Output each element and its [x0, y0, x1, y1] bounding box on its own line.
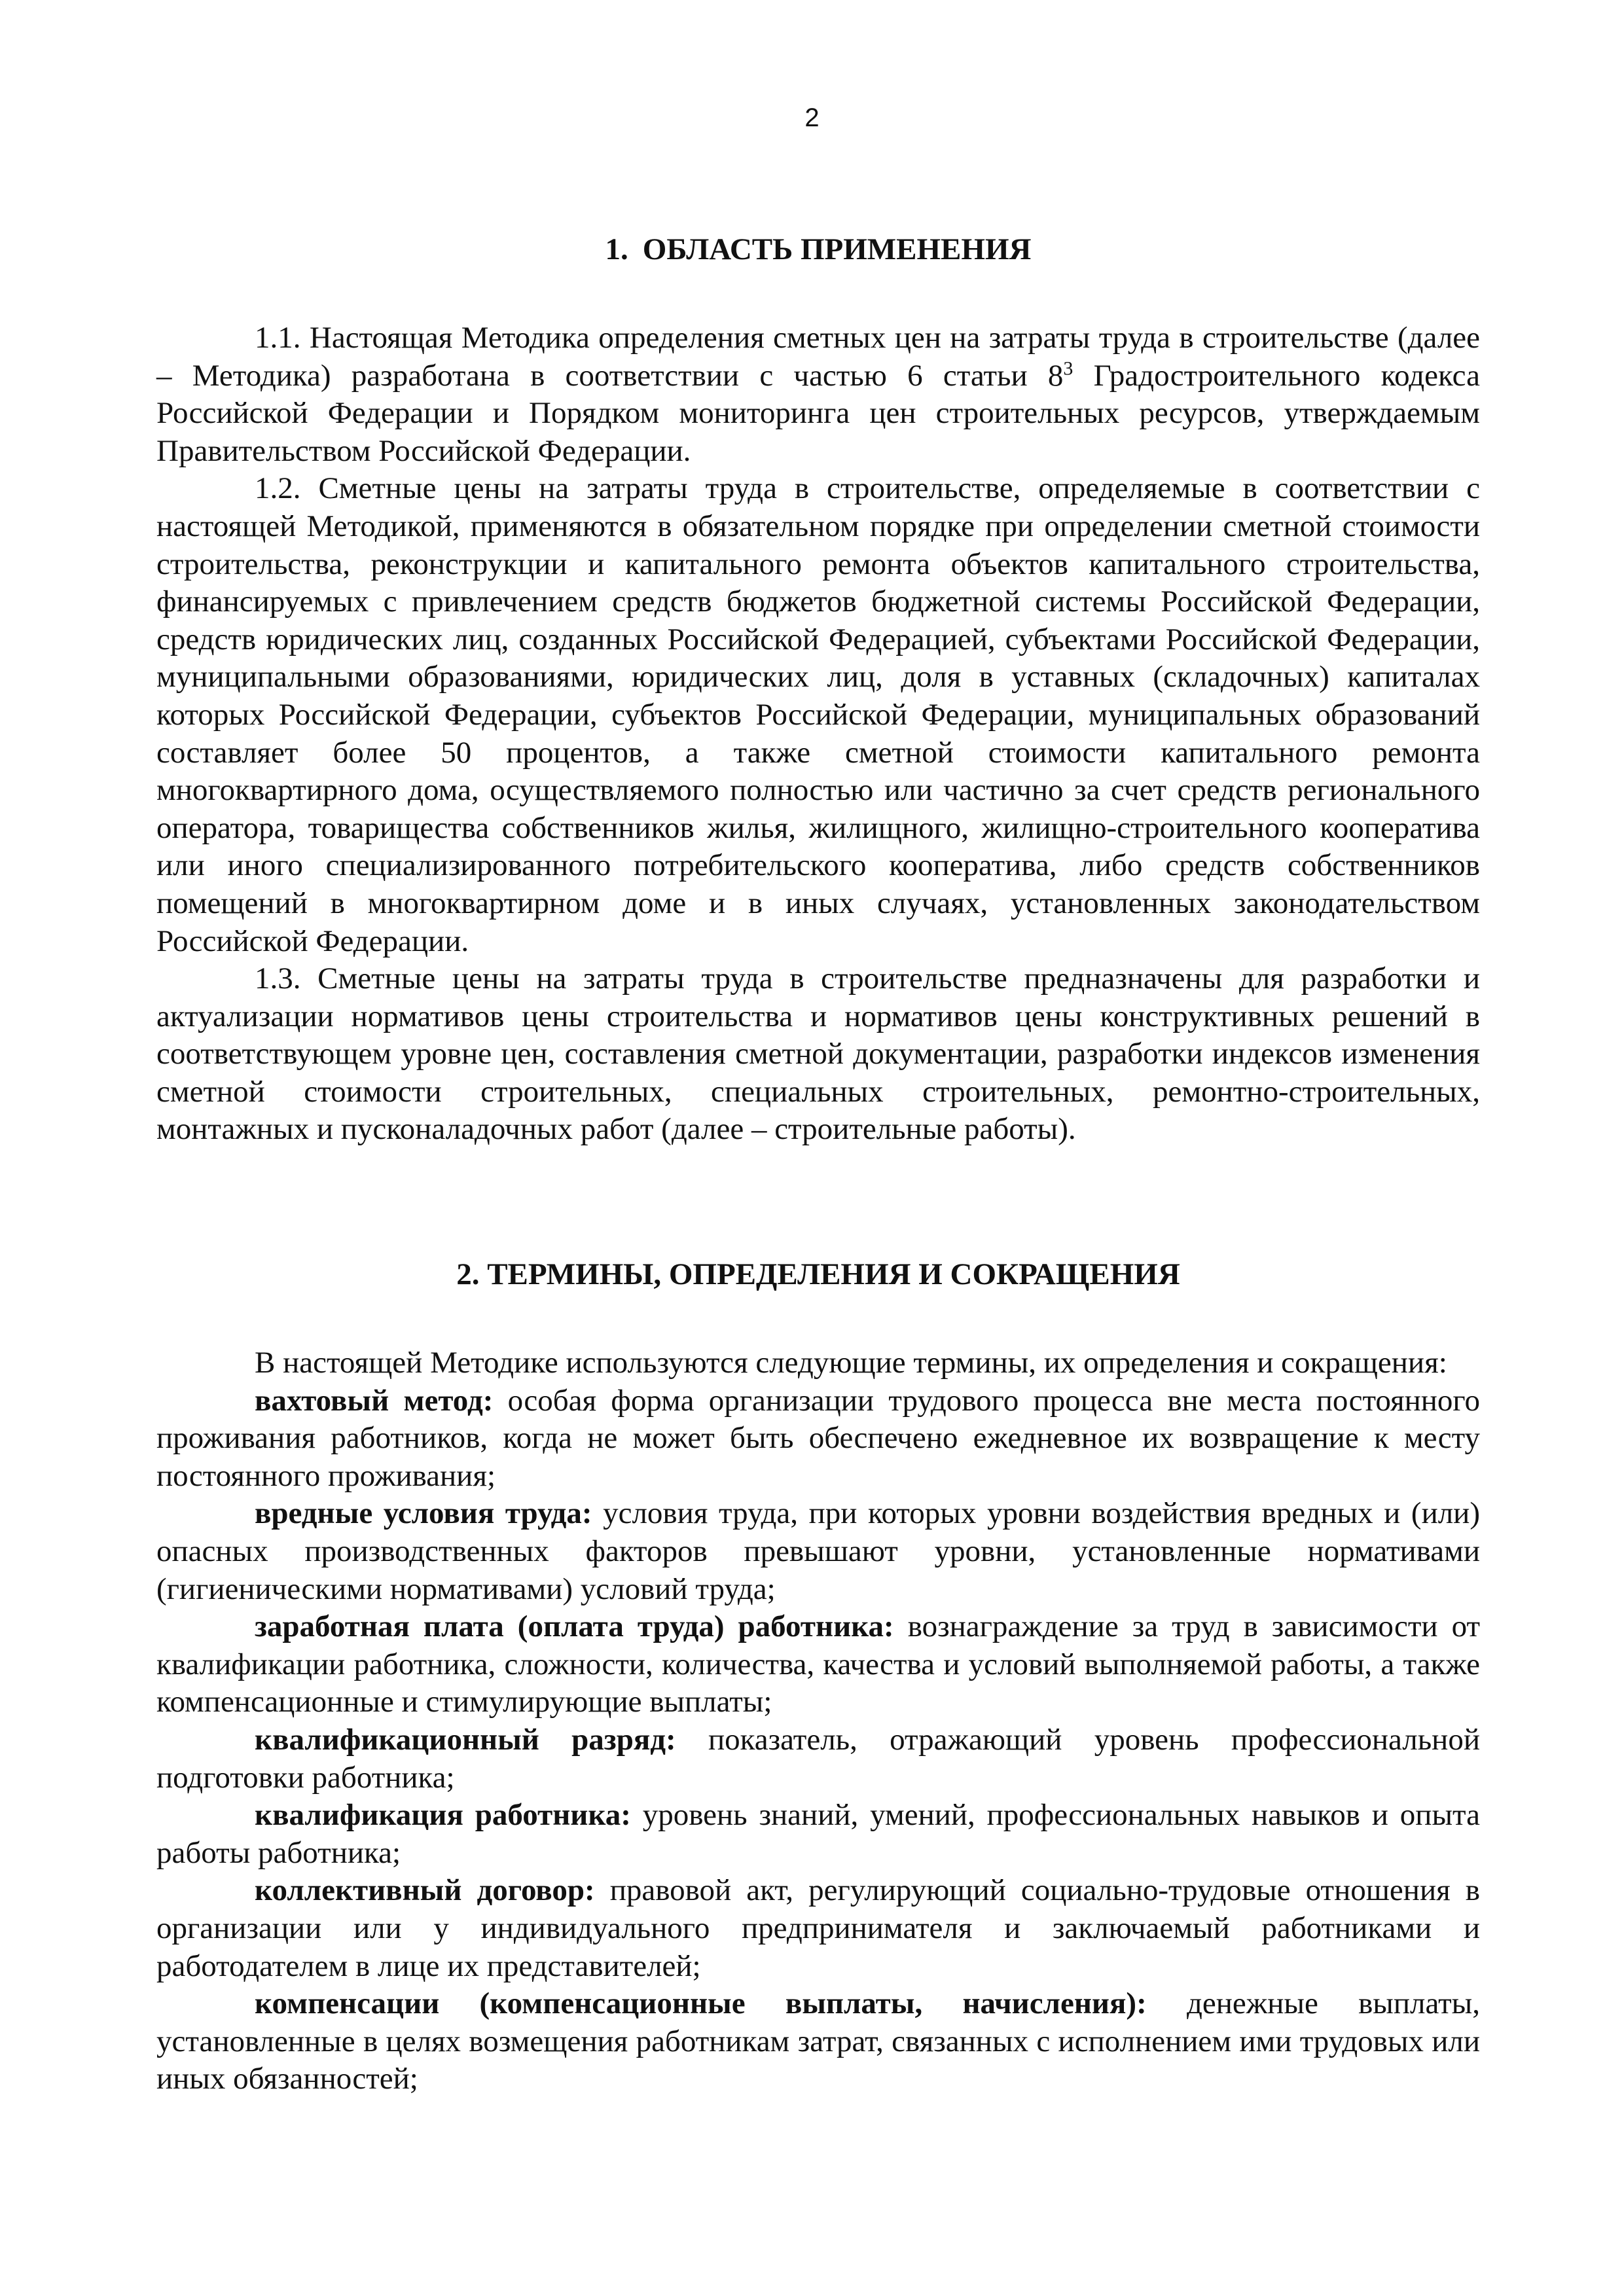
term-item: [156, 1608, 1480, 1721]
term-definition: условия труда, при которых уровни воздействия вредных и (или) опасных производственных факторов превышают уровни, установленные нормативами (гигиеническими нормативами) условий труда;: [156, 1496, 1480, 1606]
term-label: вахтовый метод:: [255, 1383, 494, 1418]
term-item: [156, 1797, 1480, 1872]
term-definition: показатель, отражающий уровень профессиональной подготовки работника;: [156, 1723, 1480, 1795]
term-item: [156, 1872, 1480, 1985]
article-superscript: 3: [1063, 357, 1074, 379]
paragraph-1-1: [156, 319, 1480, 470]
page-content: [156, 230, 1480, 2098]
term-label: коллективный договор:: [255, 1873, 595, 1908]
term-label: вредные условия труда:: [255, 1496, 592, 1531]
term-definition: денежные выплаты, установленные в целях возмещения работникам затрат, связанных с исполнением ими трудовых или иных обязанностей;: [156, 1986, 1480, 2096]
term-item: [156, 1985, 1480, 2098]
section-2-intro: В настоящей Методике используются следующие термины, их определения и сокращения:: [255, 1346, 1447, 1380]
section-1-number: 1.: [605, 232, 628, 266]
paragraph-1-1-text-b: Градостроительного кодекса Российской Федерации и Порядком мониторинга цен строительных ресурсов, утверждаемым Правительством Российской Федерации.: [156, 358, 1480, 468]
section-1-title: ОБЛАСТЬ ПРИМЕНЕНИЯ: [642, 232, 1032, 266]
term-label: заработная плата (оплата труда) работника:: [255, 1609, 894, 1644]
term-item: [156, 1382, 1480, 1496]
paragraph-1-2: 1.2. Сметные цены на затраты труда в строительстве, определяемые в соответствии с настоящей Методикой, применяются в обязательном порядке при определении сметной стоимости строительства, реконструкции и капитального ремонта объектов капитального строительства, финансируемых с привлечением средств бюджетов бюджетной системы Российской Федерации, средств юридических лиц, созданных Российской Федерацией, субъектами Российской Федерации, муниципальными образованиями, юридических лиц, доля в уставных (складочных) капиталах которых Российской Федерации, субъектов Российской Федерации, муниципальных образований составляет более 50 процентов, а также сметной стоимости капитального ремонта многоквартирного дома, осуществляемого полностью или частично за счет средств регионального оператора, товарищества собственников жилья, жилищного, жилищно-строительного кооператива или иного специализированного потребительского кооператива, либо средств собственников помещений в многоквартирном доме и в иных случаях, установленных законодательством Российской Федерации.: [156, 471, 1480, 958]
term-definition: особая форма организации трудового процесса вне места постоянного проживания работников, когда не может быть обеспечено ежедневное их возвращение к месту постоянного проживания;: [156, 1383, 1480, 1493]
term-definition: уровень знаний, умений, профессиональных навыков и опыта работы работника;: [156, 1798, 1481, 1870]
section-2-heading: 2. ТЕРМИНЫ, ОПРЕДЕЛЕНИЯ И СОКРАЩЕНИЯ: [456, 1257, 1180, 1292]
term-label: квалификация работника:: [255, 1798, 631, 1833]
term-item: [156, 1495, 1480, 1608]
term-definition: правовой акт, регулирующий социально-трудовые отношения в организации или у индивидуального предпринимателя и заключаемый работниками и работодателем в лице их представителей;: [156, 1873, 1480, 1983]
paragraph-1-3: 1.3. Сметные цены на затраты труда в строительстве предназначены для разработки и актуализации нормативов цены строительства и нормативов цены конструктивных решений в соответствующем уровне цен, составления сметной документации, разработки индексов изменения сметной стоимости строительных, специальных строительных, ремонтно-строительных, монтажных и пусконаладочных работ (далее – строительные работы).: [156, 961, 1480, 1147]
term-label: квалификационный разряд:: [255, 1723, 676, 1757]
paragraph-1-1-text-a: 1.1. Настоящая Методика определения сметных цен на затраты труда в строительстве (далее – Методика) разработана в соответствии с частью 6 статьи 8: [156, 321, 1480, 393]
term-item: [156, 1721, 1480, 1797]
page-number: 2: [804, 103, 820, 132]
term-label: компенсации (компенсационные выплаты, начисления):: [255, 1986, 1147, 2021]
section-1-heading: [156, 230, 1480, 268]
term-definition: вознаграждение за труд в зависимости от квалификации работника, сложности, количества, качества и условий выполняемой работы, а также компенсационные и стимулирующие выплаты;: [156, 1609, 1480, 1719]
